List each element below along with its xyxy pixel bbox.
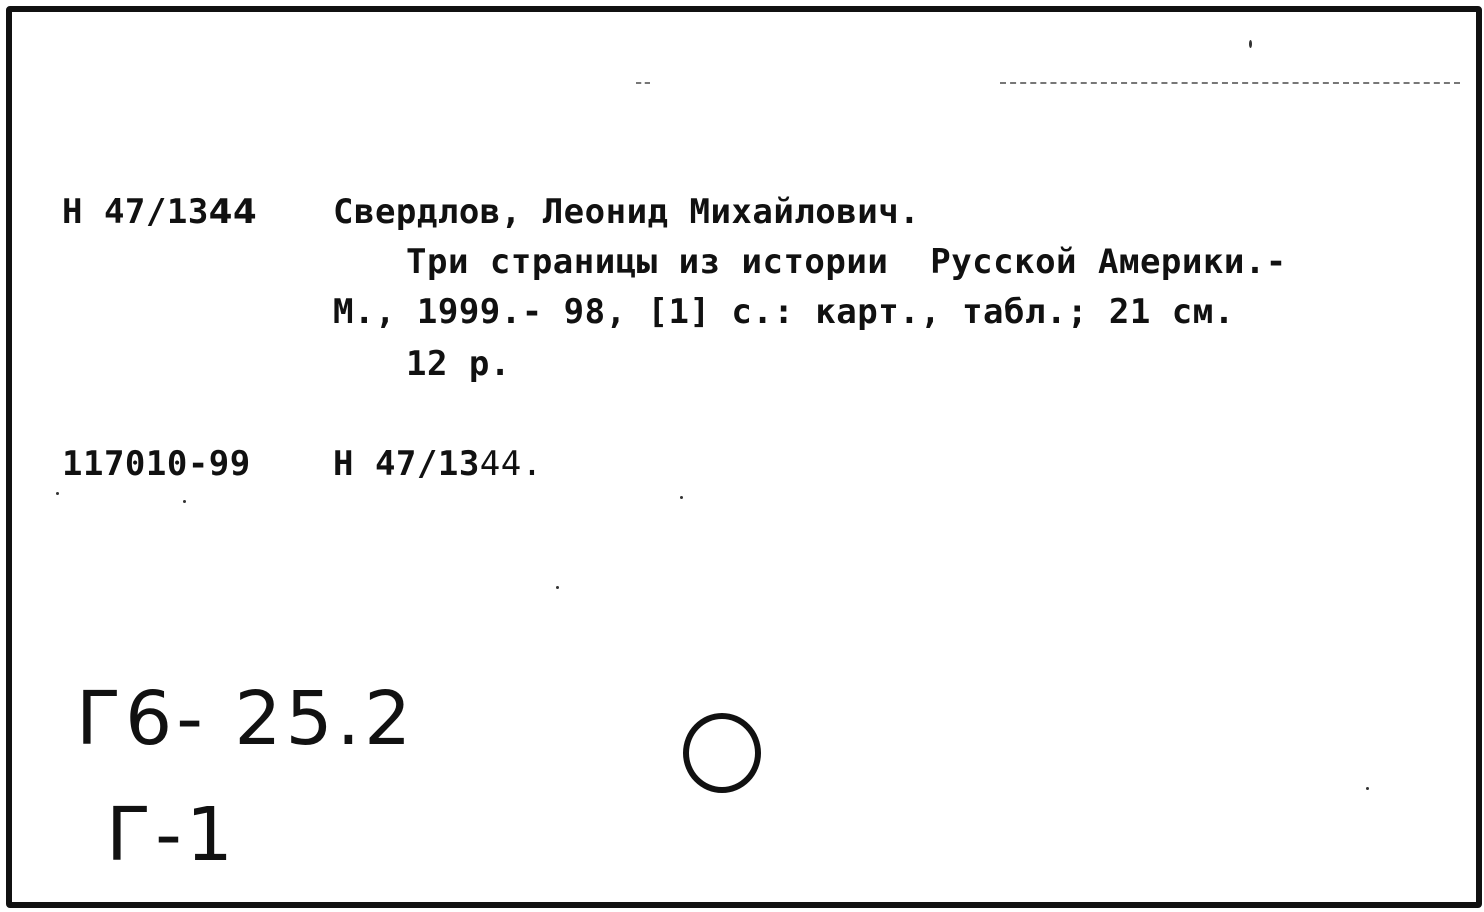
speck (1366, 787, 1369, 790)
speck (183, 500, 186, 503)
imprint-line: М., 1999.- 98, [1] с.: карт., табл.; 21 см. (333, 292, 1235, 332)
top-dash-mark (636, 82, 650, 84)
circle-mark (683, 713, 761, 793)
call-number: Н 47/1344 (62, 192, 258, 232)
handwritten-code-2: Г-1 (106, 792, 237, 878)
second-call-number-handwritten-digits: 44. (479, 444, 543, 484)
title-line: Три страницы из истории Русской Америки.- (406, 242, 1287, 282)
second-call-number: Н 47/1344. (333, 444, 543, 484)
record-number: 117010-99 (62, 444, 251, 484)
speck (1249, 40, 1252, 48)
author-heading: Свердлов, Леонид Михайлович. (333, 192, 921, 232)
speck (56, 492, 59, 495)
price: 12 р. (406, 344, 511, 384)
call-number-handwritten-digits: 44 (208, 192, 258, 232)
top-dash-line (1000, 82, 1460, 84)
speck (556, 586, 559, 589)
handwritten-code-1: Г6- 25.2 (76, 676, 416, 762)
speck (680, 496, 683, 499)
